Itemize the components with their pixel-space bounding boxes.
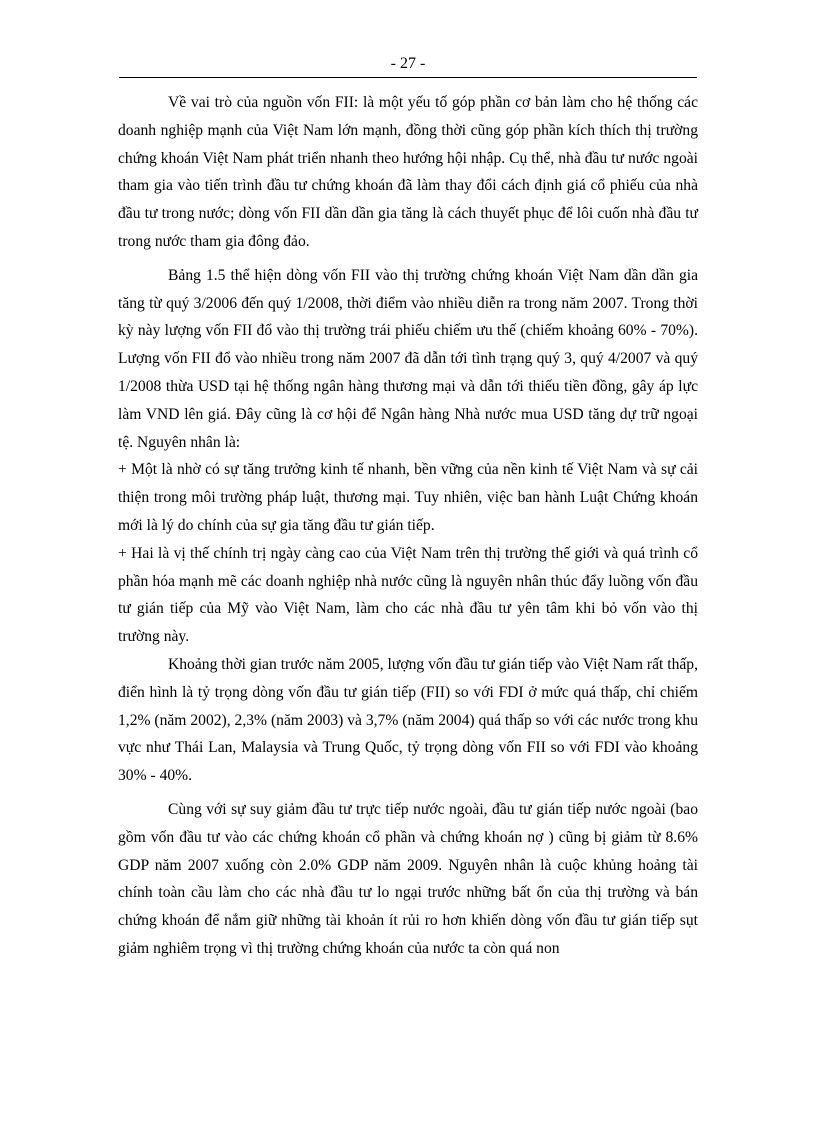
paragraph-fii-role: Về vai trò của nguồn vốn FII: là một yếu tố góp phần cơ bản làm cho hệ thống các doanh nghiệp mạnh của Việt Nam lớn mạnh, đồng thời cũng góp phần kích thích thị trường chứng khoán Việt Nam phát triển nhanh theo hướng hội nhập. Cụ thể, nhà đầu tư nước ngoài tham gia vào tiến trình đầu tư chứng khoán đã làm thay đổi cách định giá cổ phiếu của nhà đầu tư trong nước; dòng vốn FII dần dần gia tăng là cách thuyết phục để lôi cuốn nhà đầu tư trong nước tham gia đông đảo. xyxy=(118,94,698,250)
document-body xyxy=(118,89,698,963)
paragraph-reason-one: + Một là nhờ có sự tăng trưởng kinh tế nhanh, bền vững của nền kinh tế Việt Nam và sự cải thiện trong môi trường pháp luật, thương mại. Tuy nhiên, việc ban hành Luật Chứng khoán mới là lý do chính của sự gia tăng đầu tư gián tiếp. xyxy=(118,461,698,534)
page-number: - 27 - xyxy=(390,55,426,72)
paragraph-table-1-5: Bảng 1.5 thể hiện dòng vốn FII vào thị trường chứng khoán Việt Nam dần dần gia tăng từ quý 3/2006 đến quý 1/2008, thời điểm vào nhiều diễn ra trong năm 2007. Trong thời kỳ này lượng vốn FII đổ vào thị trường trái phiếu chiếm ưu thế (chiếm khoảng 60% - 70%). Lượng vốn FII đổ vào nhiều trong năm 2007 đã dẫn tới tình trạng quý 3, quý 4/2007 và quý 1/2008 thừa USD tại hệ thống ngân hàng thương mại và dẫn tới thiếu tiền đồng, gây áp lực làm VND lên giá. Đây cũng là cơ hội để Ngân hàng Nhà nước mua USD tăng dự trữ ngoại tệ. Nguyên nhân là: xyxy=(118,266,698,451)
paragraph-before-2005: Khoảng thời gian trước năm 2005, lượng vốn đầu tư gián tiếp vào Việt Nam rất thấp, điển hình là tỷ trọng dòng vốn đầu tư gián tiếp (FII) so với FDI ở mức quá thấp, chỉ chiếm 1,2% (năm 2002), 2,3% (năm 2003) và 3,7% (năm 2004) quá thấp so với các nước trong khu vực như Thái Lan, Malaysia và Trung Quốc, tỷ trọng dòng vốn FII so với FDI vào khoảng 30% - 40%. xyxy=(118,655,698,785)
paragraph-reason-two: + Hai là vị thế chính trị ngày càng cao của Việt Nam trên thị trường thế giới và quá trình cổ phần hóa mạnh mẽ các doanh nghiệp nhà nước cũng là nguyên nhân thúc đẩy luồng vốn đầu tư gián tiếp của Mỹ vào Việt Nam, làm cho các nhà đầu tư yên tâm khi bỏ vốn vào thị trường này. xyxy=(118,544,698,646)
paragraph-decline: Cùng với sự suy giảm đầu tư trực tiếp nước ngoài, đầu tư gián tiếp nước ngoài (bao gồm vốn đầu tư vào các chứng khoán cổ phần và chứng khoán nợ ) cũng bị giảm từ 8.6% GDP năm 2007 xuống còn 2.0% GDP năm 2009. Nguyên nhân là cuộc khủng hoảng tài chính toàn cầu làm cho các nhà đầu tư lo ngại trước những bất ổn của thị trường và bán chứng khoán để nắm giữ những tài khoản ít rủi ro hơn khiến dòng vốn đầu tư gián tiếp sụt giảm nghiêm trọng vì thị trường chứng khoán của nước ta còn quá non xyxy=(118,800,698,957)
header-divider xyxy=(119,77,697,78)
